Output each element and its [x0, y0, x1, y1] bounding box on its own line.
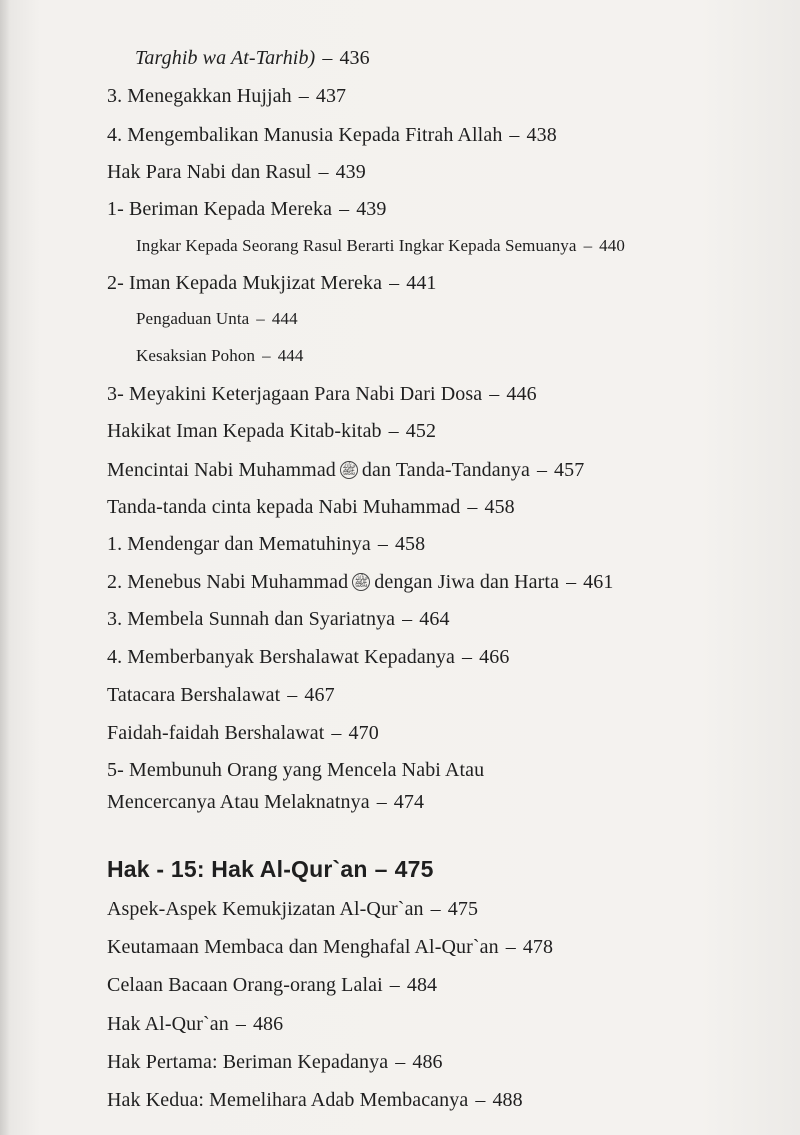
toc-dash: – [287, 684, 298, 706]
toc-dash: – [235, 1013, 246, 1035]
toc-entry-title-continued: dan Tanda-Tandanya [361, 459, 530, 481]
toc-page-number: 436 [339, 47, 370, 69]
toc-entry-title: Hak Para Nabi dan Rasul [107, 161, 312, 183]
toc-entry-title: 2- Iman Kepada Mukjizat Mereka [107, 272, 383, 294]
toc-entry-title: 1. Mendengar dan Mematuhinya [107, 533, 371, 555]
toc-entry [107, 1014, 283, 1034]
toc-dash: – [256, 309, 265, 328]
toc-dash: – [318, 161, 329, 183]
toc-entry [107, 1052, 443, 1072]
toc-dash: – [389, 974, 400, 996]
toc-entry-title: 3. Menegakkan Hujjah [107, 85, 292, 107]
toc-page-number: 478 [522, 936, 554, 958]
toc-page-number: 461 [583, 571, 614, 593]
toc-page-number: 475 [394, 856, 434, 882]
toc-dash: – [395, 1051, 406, 1073]
toc-entry [107, 86, 346, 106]
toc-entry [107, 609, 450, 629]
toc-page-number: 475 [447, 898, 479, 920]
toc-dash: – [339, 198, 350, 220]
toc-entry-title: Hak - 15: Hak Al-Qur`an [107, 856, 368, 882]
toc-entry [136, 347, 304, 364]
toc-entry-title: Hak Kedua: Memelihara Adab Membacanya [107, 1089, 469, 1111]
toc-entry [107, 1090, 523, 1110]
toc-entry [107, 937, 553, 957]
toc-dash: – [430, 898, 441, 920]
toc-entry-title: Pengaduan Unta [136, 309, 250, 328]
toc-dash: – [388, 420, 399, 442]
toc-page-number: 439 [335, 161, 366, 183]
toc-entry [107, 162, 366, 182]
toc-entry-title: Tatacara Bershalawat [107, 684, 281, 706]
toc-entry-title: Hak Pertama: Beriman Kepadanya [107, 1051, 389, 1073]
toc-entry [107, 975, 437, 995]
toc-dash: – [509, 124, 520, 146]
saw-honorific-icon: ﷺ [341, 463, 357, 477]
toc-dash: – [505, 936, 516, 958]
toc-entry-title: 3- Meyakini Keterjagaan Para Nabi Dari Dosa [107, 383, 483, 405]
toc-entry [135, 48, 370, 68]
toc-entry-title: Mencercanya Atau Melaknatnya [107, 791, 370, 813]
toc-entry-title: Hak Al-Qur`an [107, 1013, 229, 1035]
toc-entry [107, 760, 484, 780]
toc-entry-title: Tanda-tanda cinta kepada Nabi Muhammad [107, 496, 461, 518]
toc-entry-title: 5- Membunuh Orang yang Mencela Nabi Atau [107, 759, 485, 781]
toc-entry-title: 3. Membela Sunnah dan Syariatnya [107, 608, 396, 630]
toc-page-number: 464 [419, 608, 450, 630]
toc-entry-title: Faidah-faidah Bershalawat [107, 722, 325, 744]
toc-page-number: 440 [599, 236, 625, 255]
toc-page-number: 452 [405, 420, 437, 442]
toc-dash: – [262, 346, 271, 365]
toc-entry-title: Aspek-Aspek Kemukjizatan Al-Qur`an [107, 898, 424, 920]
toc-page-number: 488 [492, 1089, 523, 1111]
toc-page-number: 466 [479, 646, 510, 668]
toc-entry [107, 723, 379, 743]
toc-page-number: 486 [412, 1051, 443, 1073]
toc-dash: – [566, 571, 577, 593]
toc-page-number: 438 [526, 124, 557, 146]
toc-dash: – [462, 646, 473, 668]
toc-dash: – [298, 85, 309, 107]
toc-dash: – [377, 533, 388, 555]
toc-entry [107, 460, 584, 480]
toc-entry [107, 685, 335, 705]
toc-dash: – [475, 1089, 486, 1111]
toc-entry-title: Mencintai Nabi Muhammad [107, 459, 336, 481]
toc-page-number: 437 [315, 85, 347, 107]
toc-entry-title: Ingkar Kepada Seorang Rasul Berarti Ingkar Kepada Semuanya [136, 236, 577, 255]
toc-entry-title: 4. Memberbanyak Bershalawat Kepadanya [107, 646, 456, 668]
toc-entry [107, 421, 436, 441]
toc-dash: – [583, 236, 593, 255]
toc-dash: – [489, 383, 500, 405]
toc-entry [107, 792, 424, 812]
toc-dash: – [376, 791, 387, 813]
toc-dash: – [389, 272, 400, 294]
toc-entry [107, 899, 478, 919]
toc-entry-title: 1- Beriman Kepada Mereka [107, 198, 333, 220]
toc-page-number: 467 [304, 684, 335, 706]
toc-page-number: 439 [356, 198, 387, 220]
toc-entry [107, 572, 613, 592]
toc-entry [107, 534, 425, 554]
toc-page-number: 444 [277, 346, 304, 365]
toc-page-number: 474 [393, 791, 425, 813]
toc-entry [136, 310, 298, 327]
toc-entry-title: Keutamaan Membaca dan Menghafal Al-Qur`an [107, 936, 499, 958]
toc-dash: – [322, 47, 333, 69]
toc-entry [107, 497, 515, 517]
toc-dash: – [402, 608, 413, 630]
toc-entry-title: Kesaksian Pohon [136, 346, 256, 365]
toc-entry [107, 125, 557, 145]
toc-page-number: 446 [506, 383, 537, 405]
saw-honorific-icon: ﷺ [354, 575, 369, 589]
toc-entry [136, 237, 625, 254]
toc-dash: – [467, 496, 478, 518]
toc-page-number: 444 [271, 309, 298, 328]
toc-entry [107, 647, 509, 667]
toc-page-number: 486 [252, 1013, 284, 1035]
toc-page-number: 470 [348, 722, 379, 744]
toc-entry-title: 2. Menebus Nabi Muhammad [107, 571, 349, 593]
toc-entry-title: Celaan Bacaan Orang-orang Lalai [107, 974, 383, 996]
toc-page-number: 484 [406, 974, 438, 996]
toc-entry-title: Hakikat Iman Kepada Kitab-kitab [107, 420, 382, 442]
toc-entry [107, 273, 437, 293]
toc-entry-title-continued: dengan Jiwa dan Harta [374, 571, 560, 593]
toc-dash: – [331, 722, 342, 744]
toc-entry-title: 4. Mengembalikan Manusia Kepada Fitrah Allah [107, 124, 503, 146]
toc-entry [107, 384, 537, 404]
toc-page-number: 457 [554, 459, 585, 481]
toc-page-number: 458 [484, 496, 515, 518]
chapter-heading [107, 858, 434, 881]
toc-dash: – [374, 856, 388, 882]
toc-entry [107, 199, 387, 219]
toc-page-number: 458 [394, 533, 426, 555]
toc-dash: – [536, 459, 548, 481]
toc-page-number: 441 [406, 272, 437, 294]
toc-entry-title: Targhib wa At-Tarhib) [135, 47, 316, 69]
